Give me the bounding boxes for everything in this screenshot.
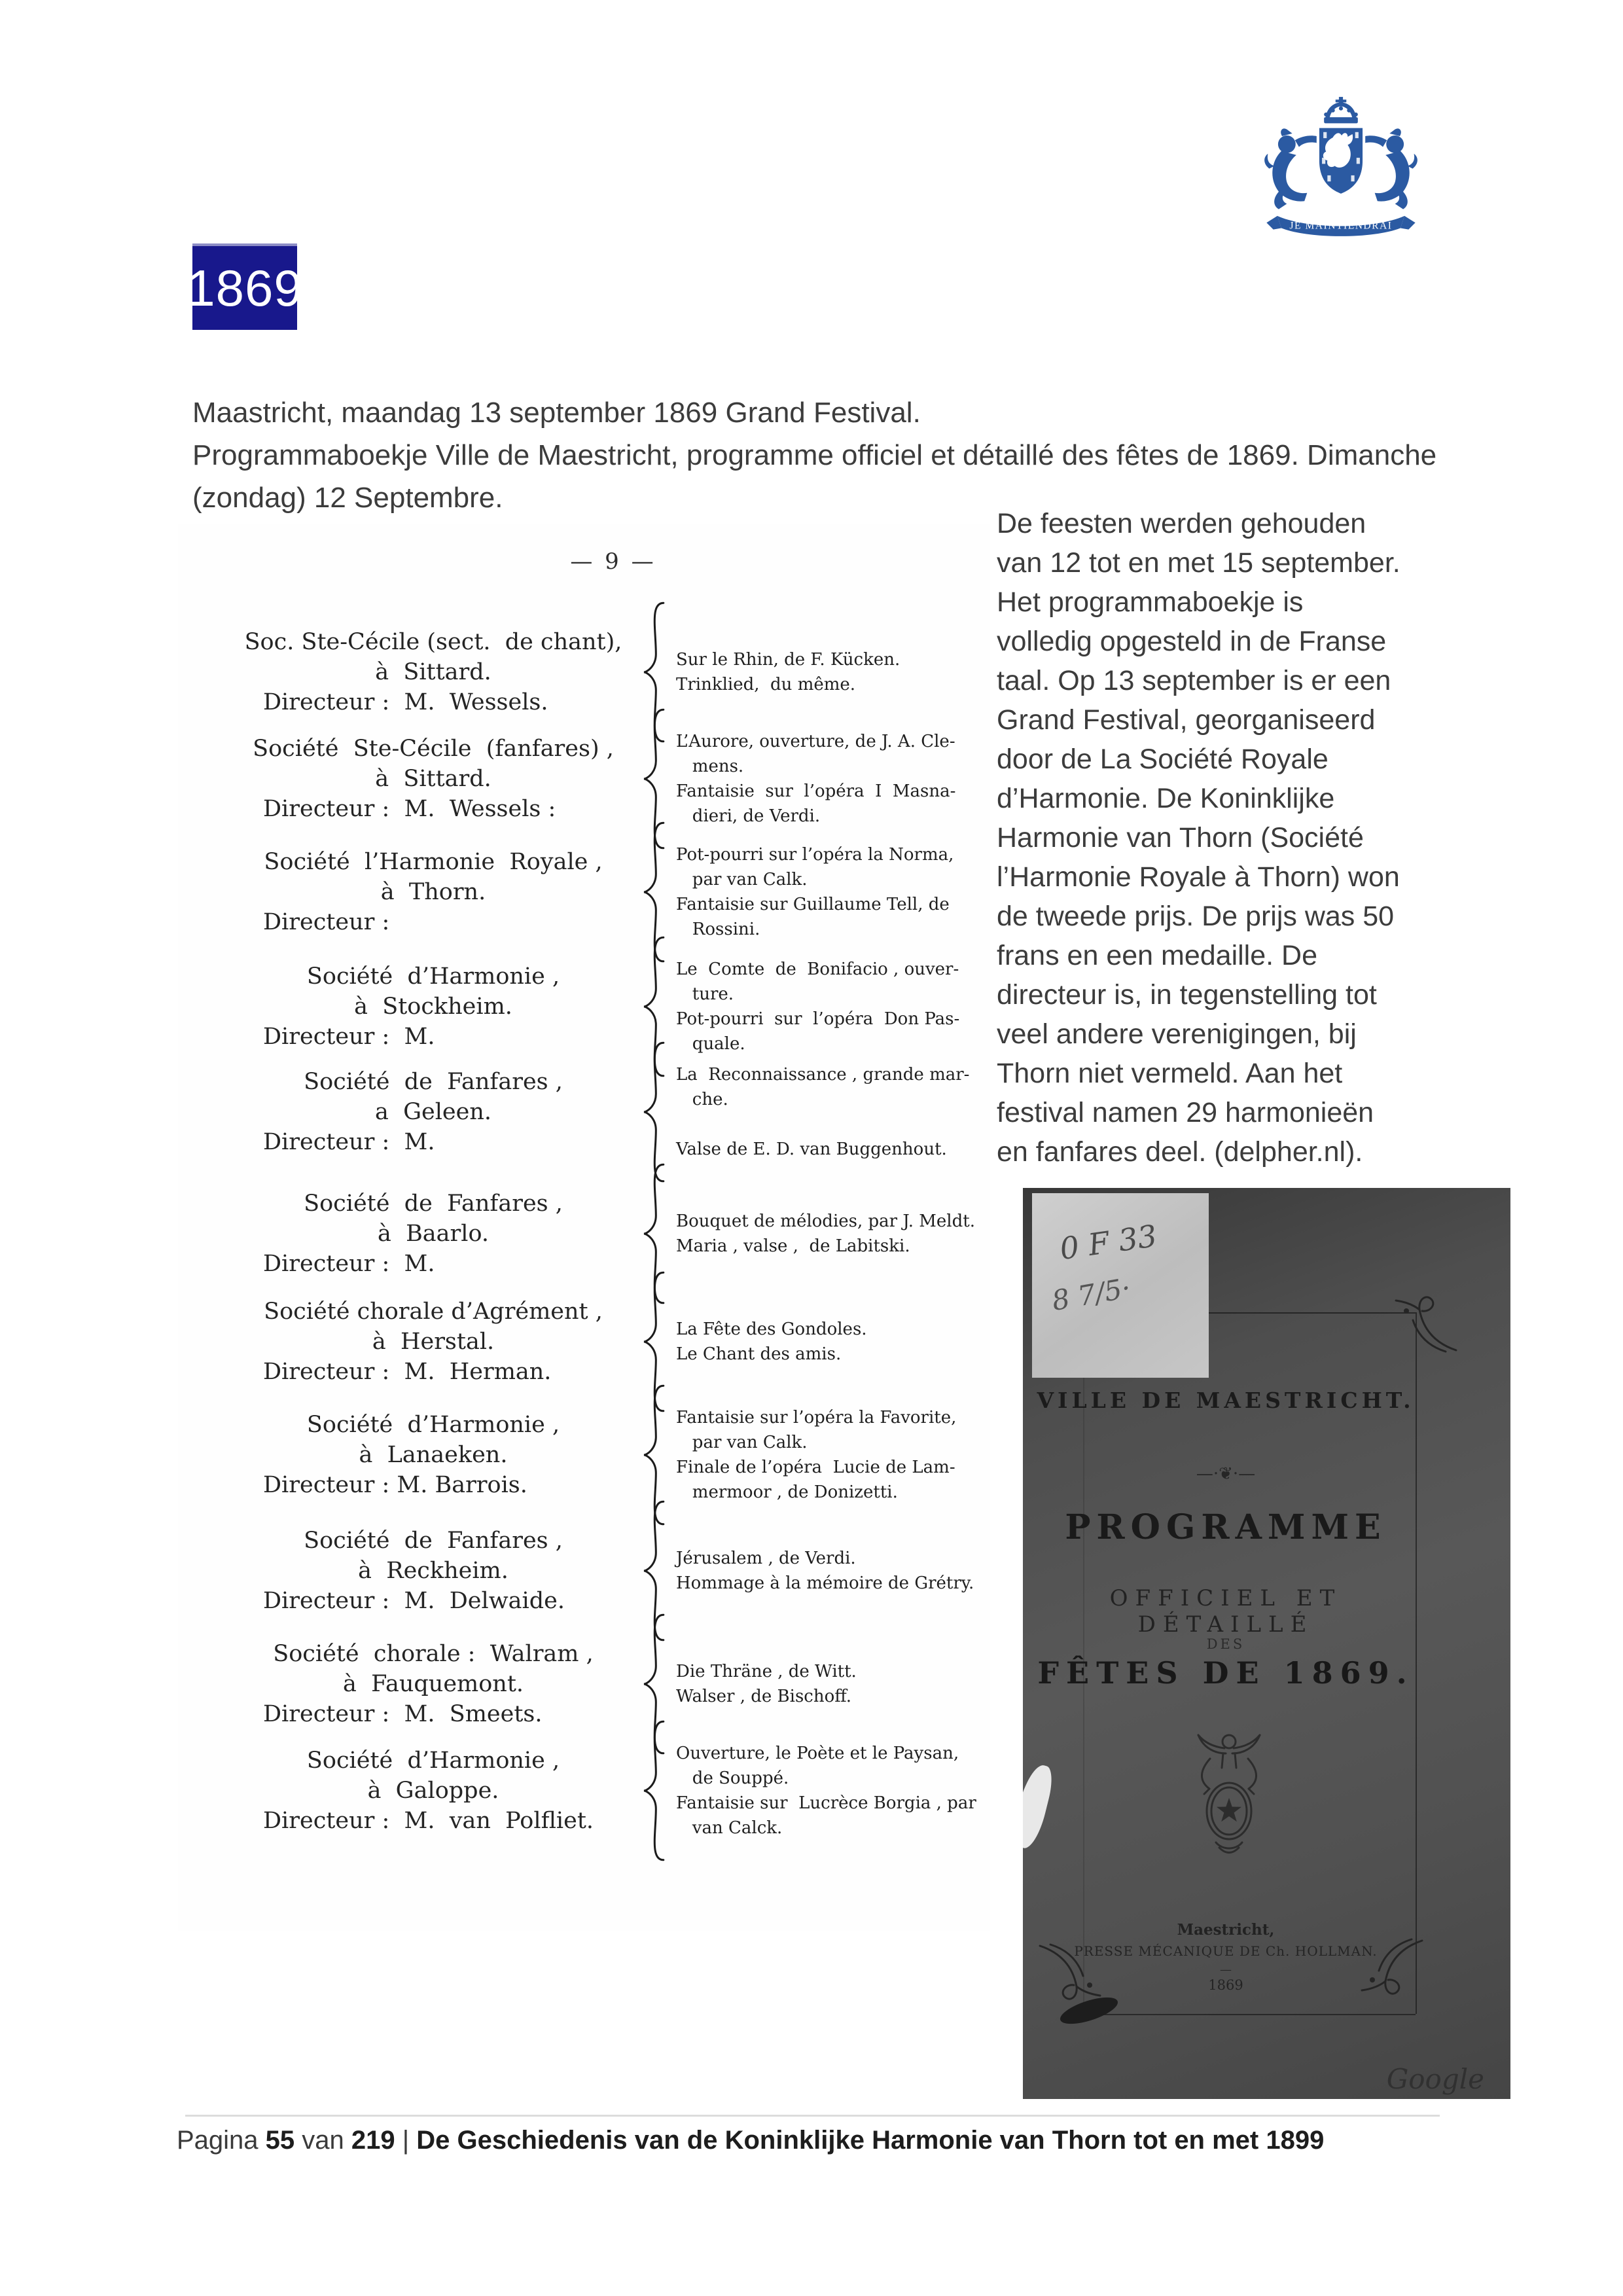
society-block bbox=[227, 1526, 639, 1616]
repertoire-line: mermoor , de Donizetti. bbox=[676, 1482, 898, 1502]
commentary-line: taal. Op 13 september is er een bbox=[997, 665, 1391, 696]
scan-watermark: Google bbox=[1386, 2063, 1484, 2095]
directeur-line: Directeur : bbox=[263, 909, 390, 935]
society-line: à Sittard. bbox=[375, 659, 491, 685]
cover-subtitle: OFFICIEL ET DÉTAILLÉ bbox=[1109, 1585, 1342, 1638]
directeur-line: Directeur : M. Herman. bbox=[263, 1359, 552, 1385]
repertoire-line: van Calck. bbox=[676, 1818, 783, 1838]
repertoire-line: mens. bbox=[676, 757, 744, 776]
repertoire-line: La Fête des Gondoles. bbox=[676, 1319, 867, 1339]
repertoire-line: Fantaisie sur Lucrèce Borgia , par bbox=[676, 1793, 976, 1813]
repertoire-line: Finale de l’opéra Lucie de Lam- bbox=[676, 1458, 955, 1477]
directeur-line: Directeur : M. Barrois. bbox=[263, 1472, 527, 1498]
repertoire-line bbox=[676, 1112, 990, 1137]
repertoire-line: Jérusalem , de Verdi. bbox=[676, 1549, 856, 1568]
repertoire-line: Pot-pourri sur l’opéra Don Pas- bbox=[676, 1009, 960, 1029]
repertoire-line: Valse de E. D. van Buggenhout. bbox=[676, 1139, 947, 1159]
society-block bbox=[227, 734, 639, 824]
footer-page-number: 55 bbox=[265, 2126, 295, 2155]
directeur-line: Directeur : M. bbox=[263, 1129, 435, 1155]
repertoire-line: Fantaisie sur l’opéra la Favorite, bbox=[676, 1408, 957, 1427]
commentary-line: frans en een medaille. De bbox=[997, 940, 1318, 971]
society-line: Société de Fanfares , bbox=[304, 1191, 563, 1217]
cover-text-block bbox=[1023, 1188, 1429, 2099]
society-line: à Thorn. bbox=[380, 879, 486, 905]
handwritten-number: 0 F 33 bbox=[1057, 1217, 1160, 1267]
society-line: Société de Fanfares , bbox=[304, 1069, 563, 1095]
repertoire-line: quale. bbox=[676, 1034, 745, 1054]
directeur-line: Directeur : M. bbox=[263, 1251, 435, 1277]
society-block bbox=[227, 1067, 639, 1157]
society-line: Société chorale d’Agrément , bbox=[264, 1299, 603, 1325]
society-line: Société d’Harmonie , bbox=[306, 963, 560, 990]
commentary-line: volledig opgesteld in de Franse bbox=[997, 626, 1387, 657]
imprint-press: PRESSE MÉCANIQUE DE Ch. HOLLMAN. bbox=[1074, 1943, 1378, 1959]
imprint-city: Maestricht, bbox=[1177, 1921, 1275, 1939]
society-line: Société d’Harmonie , bbox=[306, 1412, 560, 1438]
angel-star-emblem-icon bbox=[1180, 1731, 1278, 1871]
repertoire-line: che. bbox=[676, 1090, 728, 1109]
handwritten-number: 8 7/5· bbox=[1049, 1271, 1133, 1318]
commentary-line: veel andere verenigingen, bij bbox=[997, 1018, 1357, 1050]
society-line: à Sittard. bbox=[375, 766, 491, 792]
repertoire-block bbox=[676, 1317, 990, 1367]
society-line: Société l’Harmonie Royale , bbox=[264, 849, 603, 875]
royal-crest-icon bbox=[1260, 96, 1422, 239]
directeur-line: Directeur : M. van Polfliet. bbox=[263, 1808, 594, 1834]
repertoire-block bbox=[676, 1546, 990, 1596]
intro-line: Maastricht, maandag 13 september 1869 Grand Festival. bbox=[192, 397, 921, 429]
cover-programme-title: PROGRAMME bbox=[1065, 1507, 1387, 1547]
brace-icon bbox=[639, 1715, 669, 1866]
repertoire-line: Maria , valse , de Labitski. bbox=[676, 1236, 910, 1256]
repertoire-line: de Souppé. bbox=[676, 1768, 789, 1788]
repertoire-line: ture. bbox=[676, 984, 734, 1004]
commentary-line: Het programmaboekje is bbox=[997, 586, 1304, 618]
repertoire-line: Fantaisie sur Guillaume Tell, de bbox=[676, 895, 950, 914]
cover-photo bbox=[1023, 1188, 1510, 2099]
coat-of-arms-logo bbox=[1260, 96, 1422, 236]
society-line: à Galoppe. bbox=[367, 1778, 499, 1804]
directeur-line: Directeur : M. Wessels : bbox=[263, 796, 556, 822]
scan-page-number: — 9 — bbox=[570, 548, 656, 575]
repertoire-block bbox=[676, 1741, 990, 1840]
footer-book-title: De Geschiedenis van de Koninklijke Harmonie van Thorn tot en met 1899 bbox=[416, 2126, 1325, 2155]
repertoire-block bbox=[676, 729, 990, 829]
commentary-line: door de La Société Royale bbox=[997, 744, 1329, 775]
footer-divider bbox=[185, 2115, 1440, 2117]
year-label: 1869 bbox=[187, 259, 303, 317]
society-block bbox=[227, 1746, 639, 1836]
society-line: Société de Fanfares , bbox=[304, 1528, 563, 1554]
cover-des-label: DES bbox=[1206, 1636, 1245, 1652]
footer-page-prefix: Pagina bbox=[177, 2126, 266, 2155]
society-line: Société d’Harmonie , bbox=[306, 1748, 560, 1774]
society-line: à Stockheim. bbox=[354, 994, 512, 1020]
society-line: Société chorale : Walram , bbox=[273, 1641, 594, 1667]
repertoire-block bbox=[676, 647, 990, 697]
repertoire-line: Le Comte de Bonifacio , ouver- bbox=[676, 960, 959, 979]
repertoire-line: Pot-pourri sur l’opéra la Norma, bbox=[676, 845, 954, 865]
commentary-line: Harmonie van Thorn (Société bbox=[997, 822, 1364, 853]
cover-fetes-title: FÊTES DE 1869. bbox=[1037, 1655, 1414, 1691]
directeur-line: Directeur : M. Smeets. bbox=[263, 1701, 543, 1727]
repertoire-line: par van Calk. bbox=[676, 870, 808, 889]
repertoire-line: Bouquet de mélodies, par J. Meldt. bbox=[676, 1211, 975, 1231]
repertoire-line: Ouverture, le Poète et le Paysan, bbox=[676, 1744, 959, 1763]
imprint-dash: — bbox=[1220, 1963, 1232, 1977]
society-block bbox=[227, 1297, 639, 1387]
commentary-line: van 12 tot en met 15 september. bbox=[997, 547, 1400, 579]
directeur-line: Directeur : M. Wessels. bbox=[263, 689, 548, 715]
repertoire-line: dieri, de Verdi. bbox=[676, 806, 821, 826]
year-banner bbox=[187, 243, 303, 330]
commentary-line: Thorn niet vermeld. Aan het bbox=[997, 1058, 1343, 1089]
intro-line: (zondag) 12 Septembre. bbox=[192, 482, 503, 514]
imprint-year: 1869 bbox=[1208, 1977, 1243, 1993]
commentary-line: Grand Festival, georganiseerd bbox=[997, 704, 1376, 736]
society-line: à Fauquemont. bbox=[342, 1671, 524, 1697]
repertoire-block bbox=[676, 1405, 990, 1505]
commentary-line: festival namen 29 harmonieën bbox=[997, 1097, 1374, 1128]
society-line: à Lanaeken. bbox=[359, 1442, 508, 1468]
directeur-line: Directeur : M. bbox=[263, 1024, 435, 1050]
repertoire-line: Trinklied, du même. bbox=[676, 675, 856, 694]
repertoire-line: La Reconnaissance , grande mar- bbox=[676, 1065, 970, 1085]
repertoire-line: Rossini. bbox=[676, 920, 760, 939]
repertoire-line: Die Thräne , de Witt. bbox=[676, 1662, 857, 1681]
repertoire-line: Hommage à la mémoire de Grétry. bbox=[676, 1573, 974, 1593]
society-line: à Reckheim. bbox=[358, 1558, 508, 1584]
repertoire-line: Sur le Rhin, de F. Kücken. bbox=[676, 650, 901, 670]
footer-separator: | bbox=[395, 2126, 417, 2155]
society-line: à Herstal. bbox=[372, 1329, 495, 1355]
program-scan bbox=[178, 524, 990, 1931]
commentary-line: d’Harmonie. De Koninklijke bbox=[997, 783, 1335, 814]
repertoire-line: Walser , de Bischoff. bbox=[676, 1687, 852, 1706]
footer-of-label: van bbox=[294, 2126, 351, 2155]
society-block bbox=[227, 847, 639, 937]
logo-motto: JE MAINTIENDRAI bbox=[1289, 220, 1393, 232]
society-block bbox=[227, 1410, 639, 1500]
society-line: Soc. Ste-Cécile (sect. de chant), bbox=[244, 629, 622, 655]
commentary-line: directeur is, in tegenstelling tot bbox=[997, 979, 1377, 1011]
intro-paragraph bbox=[192, 391, 1442, 519]
repertoire-block bbox=[676, 1209, 990, 1259]
commentary-line: en fanfares deel. (delpher.nl). bbox=[997, 1136, 1363, 1168]
society-line: Société Ste-Cécile (fanfares) , bbox=[253, 736, 614, 762]
intro-line: Programmaboekje Ville de Maestricht, programme officiel et détaillé des fêtes de 1869. Dimanche bbox=[192, 439, 1437, 471]
commentary-line: De feesten werden gehouden bbox=[997, 508, 1366, 539]
society-line: a Geleen. bbox=[374, 1099, 492, 1125]
commentary-line: l’Harmonie Royale à Thorn) won bbox=[997, 861, 1400, 893]
commentary-paragraph bbox=[997, 504, 1474, 1172]
repertoire-block bbox=[676, 1659, 990, 1709]
repertoire-line: Le Chant des amis. bbox=[676, 1344, 842, 1364]
society-block bbox=[227, 1189, 639, 1279]
directeur-line: Directeur : M. Delwaide. bbox=[263, 1588, 565, 1614]
repertoire-line: par van Calk. bbox=[676, 1433, 808, 1452]
society-line: à Baarlo. bbox=[377, 1221, 490, 1247]
repertoire-block bbox=[676, 1062, 990, 1162]
cover-city-title: VILLE DE MAESTRICHT. bbox=[1037, 1388, 1415, 1413]
commentary-line: de tweede prijs. De prijs was 50 bbox=[997, 901, 1395, 932]
program-entry bbox=[227, 1715, 986, 1866]
page-footer bbox=[177, 2126, 1324, 2155]
footer-total-pages: 219 bbox=[351, 2126, 395, 2155]
cover-divider-ornament: —·❦·— bbox=[1196, 1464, 1256, 1484]
repertoire-line: Fantaisie sur l’opéra I Masna- bbox=[676, 781, 956, 801]
repertoire-block bbox=[676, 842, 990, 942]
repertoire-line: L’Aurore, ouverture, de J. A. Cle- bbox=[676, 732, 955, 751]
